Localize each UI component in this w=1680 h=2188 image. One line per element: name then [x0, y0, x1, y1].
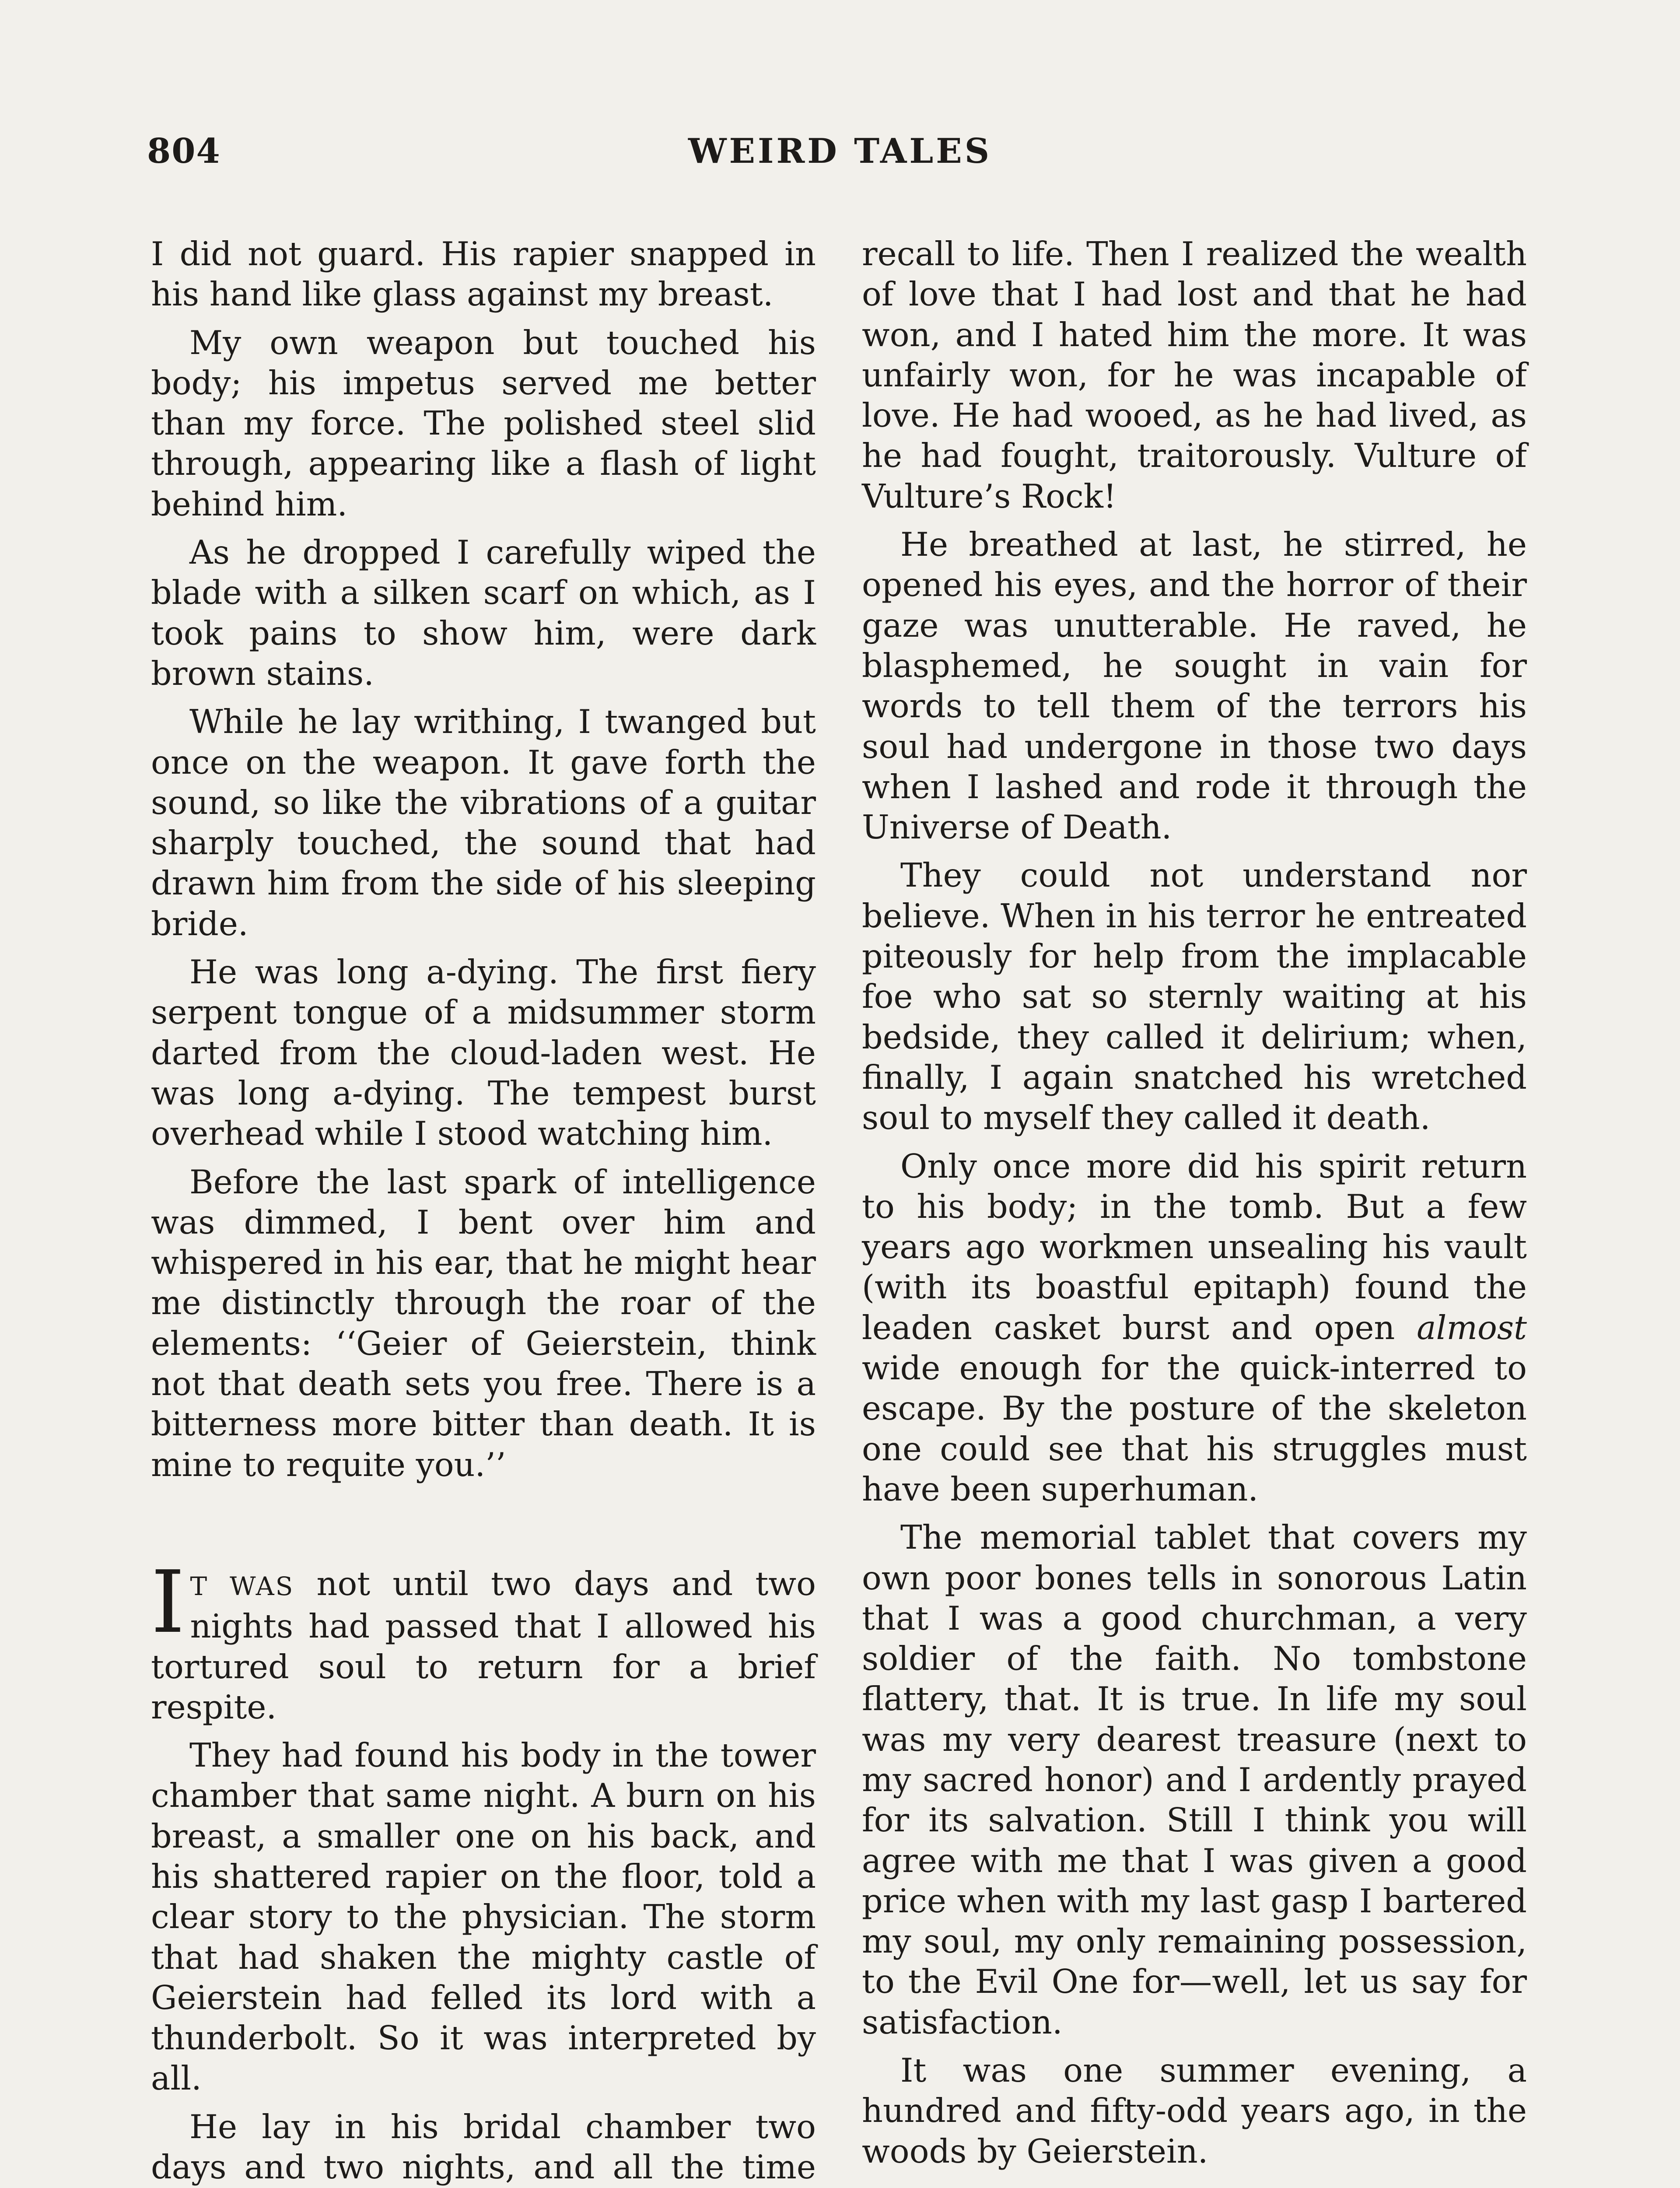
paragraph-text: Only once more did his spirit return to his body; in the tomb. But a few years ago workmen unsealing his vault (with its boastful epitaph) found the leaden casket burst and open	[862, 1147, 1527, 1347]
paragraph: recall to life. Then I realized the wealth of love that I had lost and that he had won, and I hated him the more. It was unfairly won, for he was incapable of love. He had wooed, as he had lived, as he had fought, traitorously. Vulture of Vulture’s Rock!	[862, 235, 1527, 515]
page-number: 804	[147, 131, 221, 171]
paragraph: He lay in his bridal chamber two days and two nights, and all the time	[151, 2107, 816, 2187]
section-opening-paragraph	[151, 1552, 816, 1728]
page-header	[144, 131, 1536, 184]
italic-word: almost	[1417, 1308, 1527, 1347]
paragraph: While he lay writhing, I twanged but once on the weapon. It gave forth the sound, so like the vibrations of a guitar sharply touched, the sound that had drawn him from the side of his sleeping bride.	[151, 703, 816, 943]
paragraph-text: not until two days and two nights had passed that I allowed his tortured soul to return for a brief respite.	[151, 1564, 816, 1726]
drop-cap: I	[151, 1552, 185, 1652]
paragraph: My own weapon but touched his body; his impetus served me better than my force. The polished steel slid through, appearing like a flash of light behind him.	[151, 323, 816, 523]
paragraph: The memorial tablet that covers my own poor bones tells in sonorous Latin that I was a good churchman, a very soldier of the faith. No tombstone flattery, that. It is true. In life my soul was my very dearest treasure (next to my sacred honor) and I ardently prayed for its salvation. Still I think you will agree with me that I was given a good price when with my last gasp I bartered my soul, my only remaining possession, to the Evil One for—well, let us say for satisfaction.	[862, 1518, 1527, 2041]
paragraph: As he dropped I carefully wiped the blade with a silken scarf on which, as I took pains to show him, were dark brown stains.	[151, 533, 816, 693]
right-column	[862, 234, 1527, 2172]
paragraph	[862, 1147, 1527, 1510]
paragraph: I did not guard. His rapier snapped in his hand like glass against my breast.	[151, 235, 816, 314]
paragraph: It was one summer evening, a hundred and fifty-odd years ago, in the woods by Geierstein.	[862, 2051, 1527, 2170]
paragraph: Before the last spark of intelligence was dimmed, I bent over him and whispered in his ear, that he might hear me distinctly through the roar of the elements: ‘‘Geier of Geierstein, think not that death sets you free. There is a bitterness more bitter than death. It is mine to requite you.’’	[151, 1163, 816, 1484]
paragraph: They had found his body in the tower chamber that same night. A burn on his breast, a smaller one on his back, and his shattered rapier on the floor, told a clear story to the physician. The storm that had shaken the mighty castle of Geierstein had felled its lord with a thunderbolt. So it was interpreted by all.	[151, 1736, 816, 2098]
paragraph: He breathed at last, he stirred, he opened his eyes, and the horror of their gaze was unutterable. He raved, he blasphemed, he sought in vain for words to tell them of the terrors his soul had undergone in those two days when I lashed and rode it through the Universe of Death.	[862, 526, 1527, 847]
running-title: WEIRD TALES	[688, 131, 992, 171]
paragraph: He was long a-dying. The first fiery serpent tongue of a midsummer storm darted from the cloud-laden west. He was long a-dying. The tempest burst overhead while I stood watching him.	[151, 953, 816, 1153]
paragraph-text: wide enough for the quick-interred to escape. By the posture of the skeleton one could see that his struggles must have been superhuman.	[862, 1349, 1527, 1508]
left-column	[151, 234, 816, 2188]
paragraph: They could not understand nor believe. When in his terror he entreated piteously for help from the implacable foe who sat so sternly waiting at his bedside, they called it delirium; when, finally, I again snatched his wretched soul to myself they called it death.	[862, 856, 1527, 1137]
small-caps-lead: T WAS	[190, 1571, 294, 1601]
